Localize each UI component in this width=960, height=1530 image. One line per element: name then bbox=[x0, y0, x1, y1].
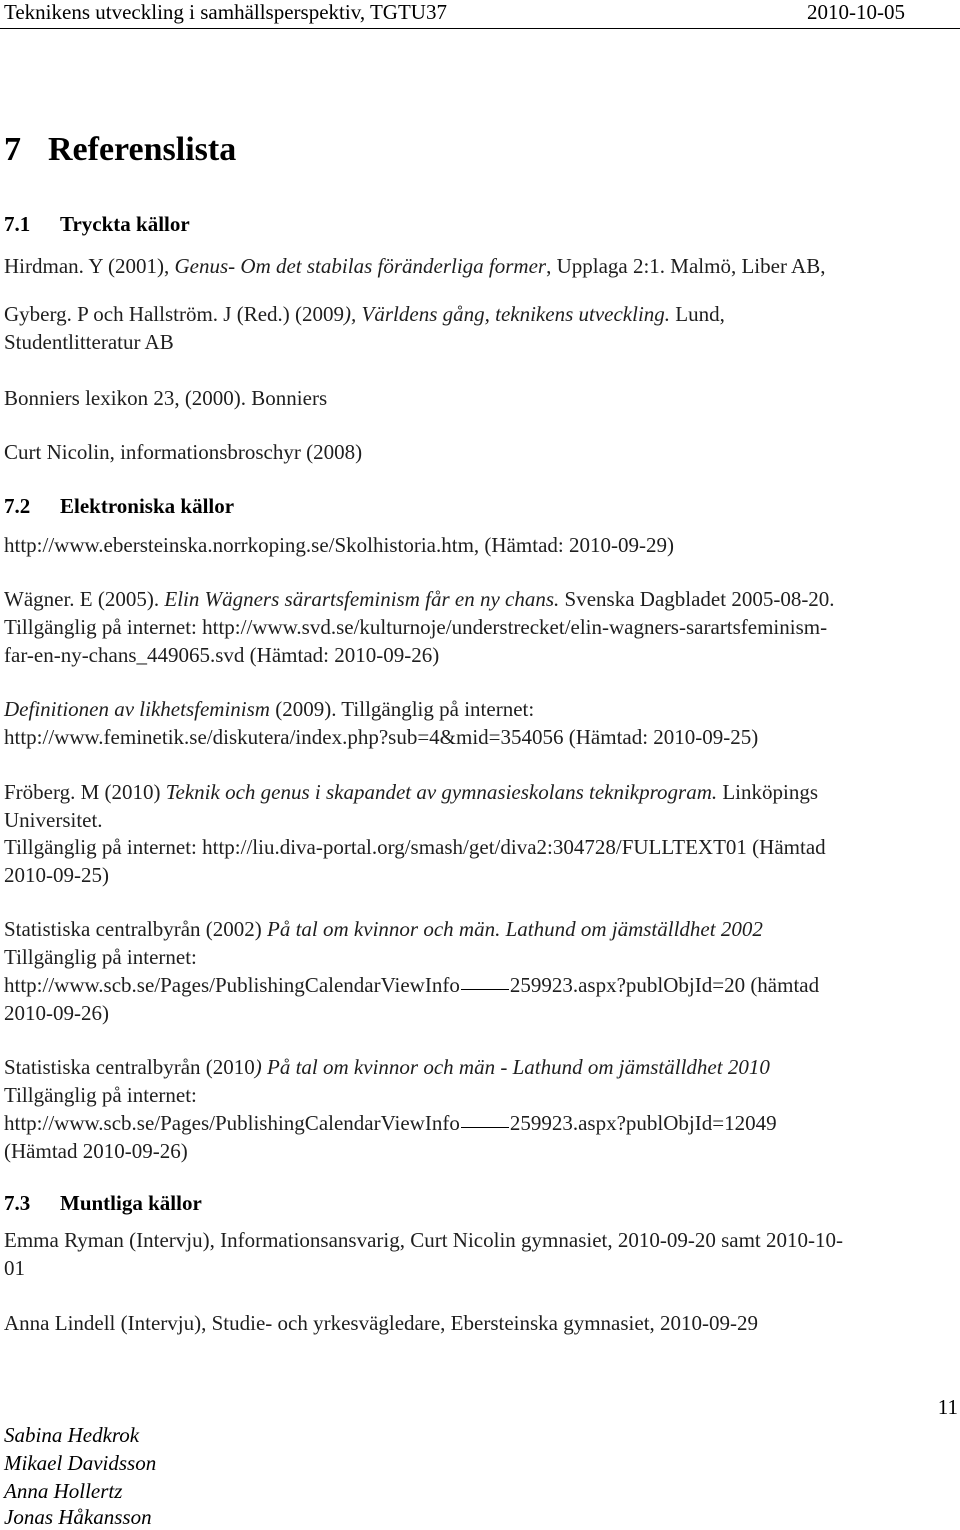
section-number: 7.1 bbox=[4, 212, 31, 236]
footer-author: Jonas Håkansson bbox=[4, 1505, 152, 1529]
reference-scb-2010-date: (Hämtad 2010-09-26) bbox=[4, 1139, 188, 1163]
ref-author: Gyberg. P och Hallström. J (Red.) (2009 bbox=[4, 302, 345, 326]
footer-author: Sabina Hedkrok bbox=[4, 1423, 140, 1447]
reference-scb-2002-date: 2010-09-26) bbox=[4, 1001, 109, 1025]
ref-subtitle: Lathund om jämställdhet 2002 bbox=[505, 917, 763, 941]
reference-froberg-cont: Universitet. bbox=[4, 808, 103, 832]
section-title: Muntliga källor bbox=[60, 1191, 202, 1215]
ref-year: (2009). Tillgänglig på internet: bbox=[269, 697, 535, 721]
reference-gyberg bbox=[4, 304, 725, 325]
reference-scb-2010 bbox=[4, 1057, 770, 1078]
reference-anna-lindell: Anna Lindell (Intervju), Studie- och yrkesvägledare, Ebersteinska gymnasiet, 2010-09-29 bbox=[4, 1311, 759, 1335]
header-rule bbox=[0, 28, 960, 29]
reference-definitionen-url: http://www.feminetik.se/diskutera/index.php?sub=4&mid=354056 (Hämtad: 2010-09-25) bbox=[4, 725, 759, 749]
ref-author: Wägner. E (2005). bbox=[4, 587, 165, 611]
ref-title: Elin Wägners särartsfeminism får en ny chans. bbox=[164, 587, 560, 611]
reference-emma-ryman: Emma Ryman (Intervju), Informationsansvarig, Curt Nicolin gymnasiet, 2010-09-20 samt 2010-10- bbox=[4, 1228, 843, 1252]
footer-author: Anna Hollertz bbox=[4, 1479, 123, 1503]
reference-froberg bbox=[4, 782, 818, 803]
ref-title: På tal om kvinnor och män. bbox=[267, 917, 501, 941]
ref-url-tail: 259923.aspx?publObjId=12049 bbox=[509, 1111, 777, 1135]
ref-author: Statistiska centralbyrån (2010 bbox=[4, 1055, 255, 1079]
footer-author: Mikael Davidsson bbox=[4, 1451, 157, 1475]
ref-publisher: Lund, bbox=[670, 302, 725, 326]
reference-emma-ryman-cont: 01 bbox=[4, 1256, 25, 1280]
section-heading-printed bbox=[4, 212, 190, 237]
reference-bonniers: Bonniers lexikon 23, (2000). Bonniers bbox=[4, 386, 328, 410]
ref-title: ), Världens gång, teknikens utveckling. bbox=[344, 302, 671, 326]
url-blank-underline bbox=[461, 989, 509, 990]
header-course-title: Teknikens utveckling i samhällsperspektiv, TGTU37 bbox=[4, 0, 447, 24]
reference-curt-nicolin: Curt Nicolin, informationsbroschyr (2008) bbox=[4, 440, 363, 464]
ref-url: http://www.scb.se/Pages/PublishingCalendarViewInfo bbox=[4, 973, 460, 997]
ref-title: Genus- Om det stabilas föränderliga former bbox=[174, 254, 547, 278]
url-blank-underline bbox=[461, 1127, 509, 1128]
reference-wagner bbox=[4, 589, 835, 610]
ref-url-tail: 259923.aspx?publObjId=20 (hämtad bbox=[509, 973, 820, 997]
reference-scb-2010-url bbox=[4, 1113, 777, 1134]
section-heading-oral bbox=[4, 1191, 202, 1216]
page-number: 11 bbox=[937, 1395, 958, 1419]
section-number: 7.3 bbox=[4, 1191, 31, 1215]
ref-publisher: , Upplaga 2:1. Malmö, Liber AB, bbox=[546, 254, 826, 278]
chapter-title: Referenslista bbox=[48, 131, 237, 168]
reference-scb-2002-url bbox=[4, 975, 819, 996]
reference-froberg-date: 2010-09-25) bbox=[4, 863, 109, 887]
chapter-number: 7 bbox=[4, 131, 21, 168]
section-number: 7.2 bbox=[4, 494, 31, 518]
ref-title: ) På tal om kvinnor och män - Lathund om jämställdhet 2010 bbox=[254, 1055, 770, 1079]
ref-author: Hirdman. Y (2001), bbox=[4, 254, 175, 278]
ref-author: Statistiska centralbyrån (2002) bbox=[4, 917, 268, 941]
reference-scb-2010-avail: Tillgänglig på internet: bbox=[4, 1083, 197, 1107]
section-heading-electronic bbox=[4, 494, 234, 519]
reference-scb-2002-avail: Tillgänglig på internet: bbox=[4, 945, 197, 969]
reference-hirdman bbox=[4, 256, 825, 277]
ref-url: http://www.scb.se/Pages/PublishingCalendarViewInfo bbox=[4, 1111, 460, 1135]
reference-wagner-url-cont: far-en-ny-chans_449065.svd (Hämtad: 2010-09-26) bbox=[4, 643, 440, 667]
reference-definitionen bbox=[4, 699, 534, 720]
ref-title: Teknik och genus i skapandet av gymnasieskolans teknikprogram. bbox=[165, 780, 718, 804]
reference-froberg-url: Tillgänglig på internet: http://liu.diva-portal.org/smash/get/diva2:304728/FULLTEXT01 (Hämtad bbox=[4, 835, 826, 859]
section-title: Elektroniska källor bbox=[60, 494, 235, 518]
ref-publisher: Svenska Dagbladet 2005-08-20. bbox=[559, 587, 835, 611]
reference-scb-2002 bbox=[4, 919, 763, 940]
ref-author: Fröberg. M (2010) bbox=[4, 780, 166, 804]
chapter-heading bbox=[4, 131, 236, 169]
ref-title: Definitionen av likhetsfeminism bbox=[4, 697, 270, 721]
section-title: Tryckta källor bbox=[60, 212, 190, 236]
reference-wagner-url: Tillgänglig på internet: http://www.svd.se/kulturnoje/understrecket/elin-wagners-sarartsfeminism- bbox=[4, 615, 828, 639]
reference-gyberg-cont: Studentlitteratur AB bbox=[4, 330, 174, 354]
header-date: 2010-10-05 bbox=[807, 0, 905, 24]
ref-publisher: Linköpings bbox=[717, 780, 819, 804]
reference-ebersteinska: http://www.ebersteinska.norrkoping.se/Skolhistoria.htm, (Hämtad: 2010-09-29) bbox=[4, 533, 674, 557]
